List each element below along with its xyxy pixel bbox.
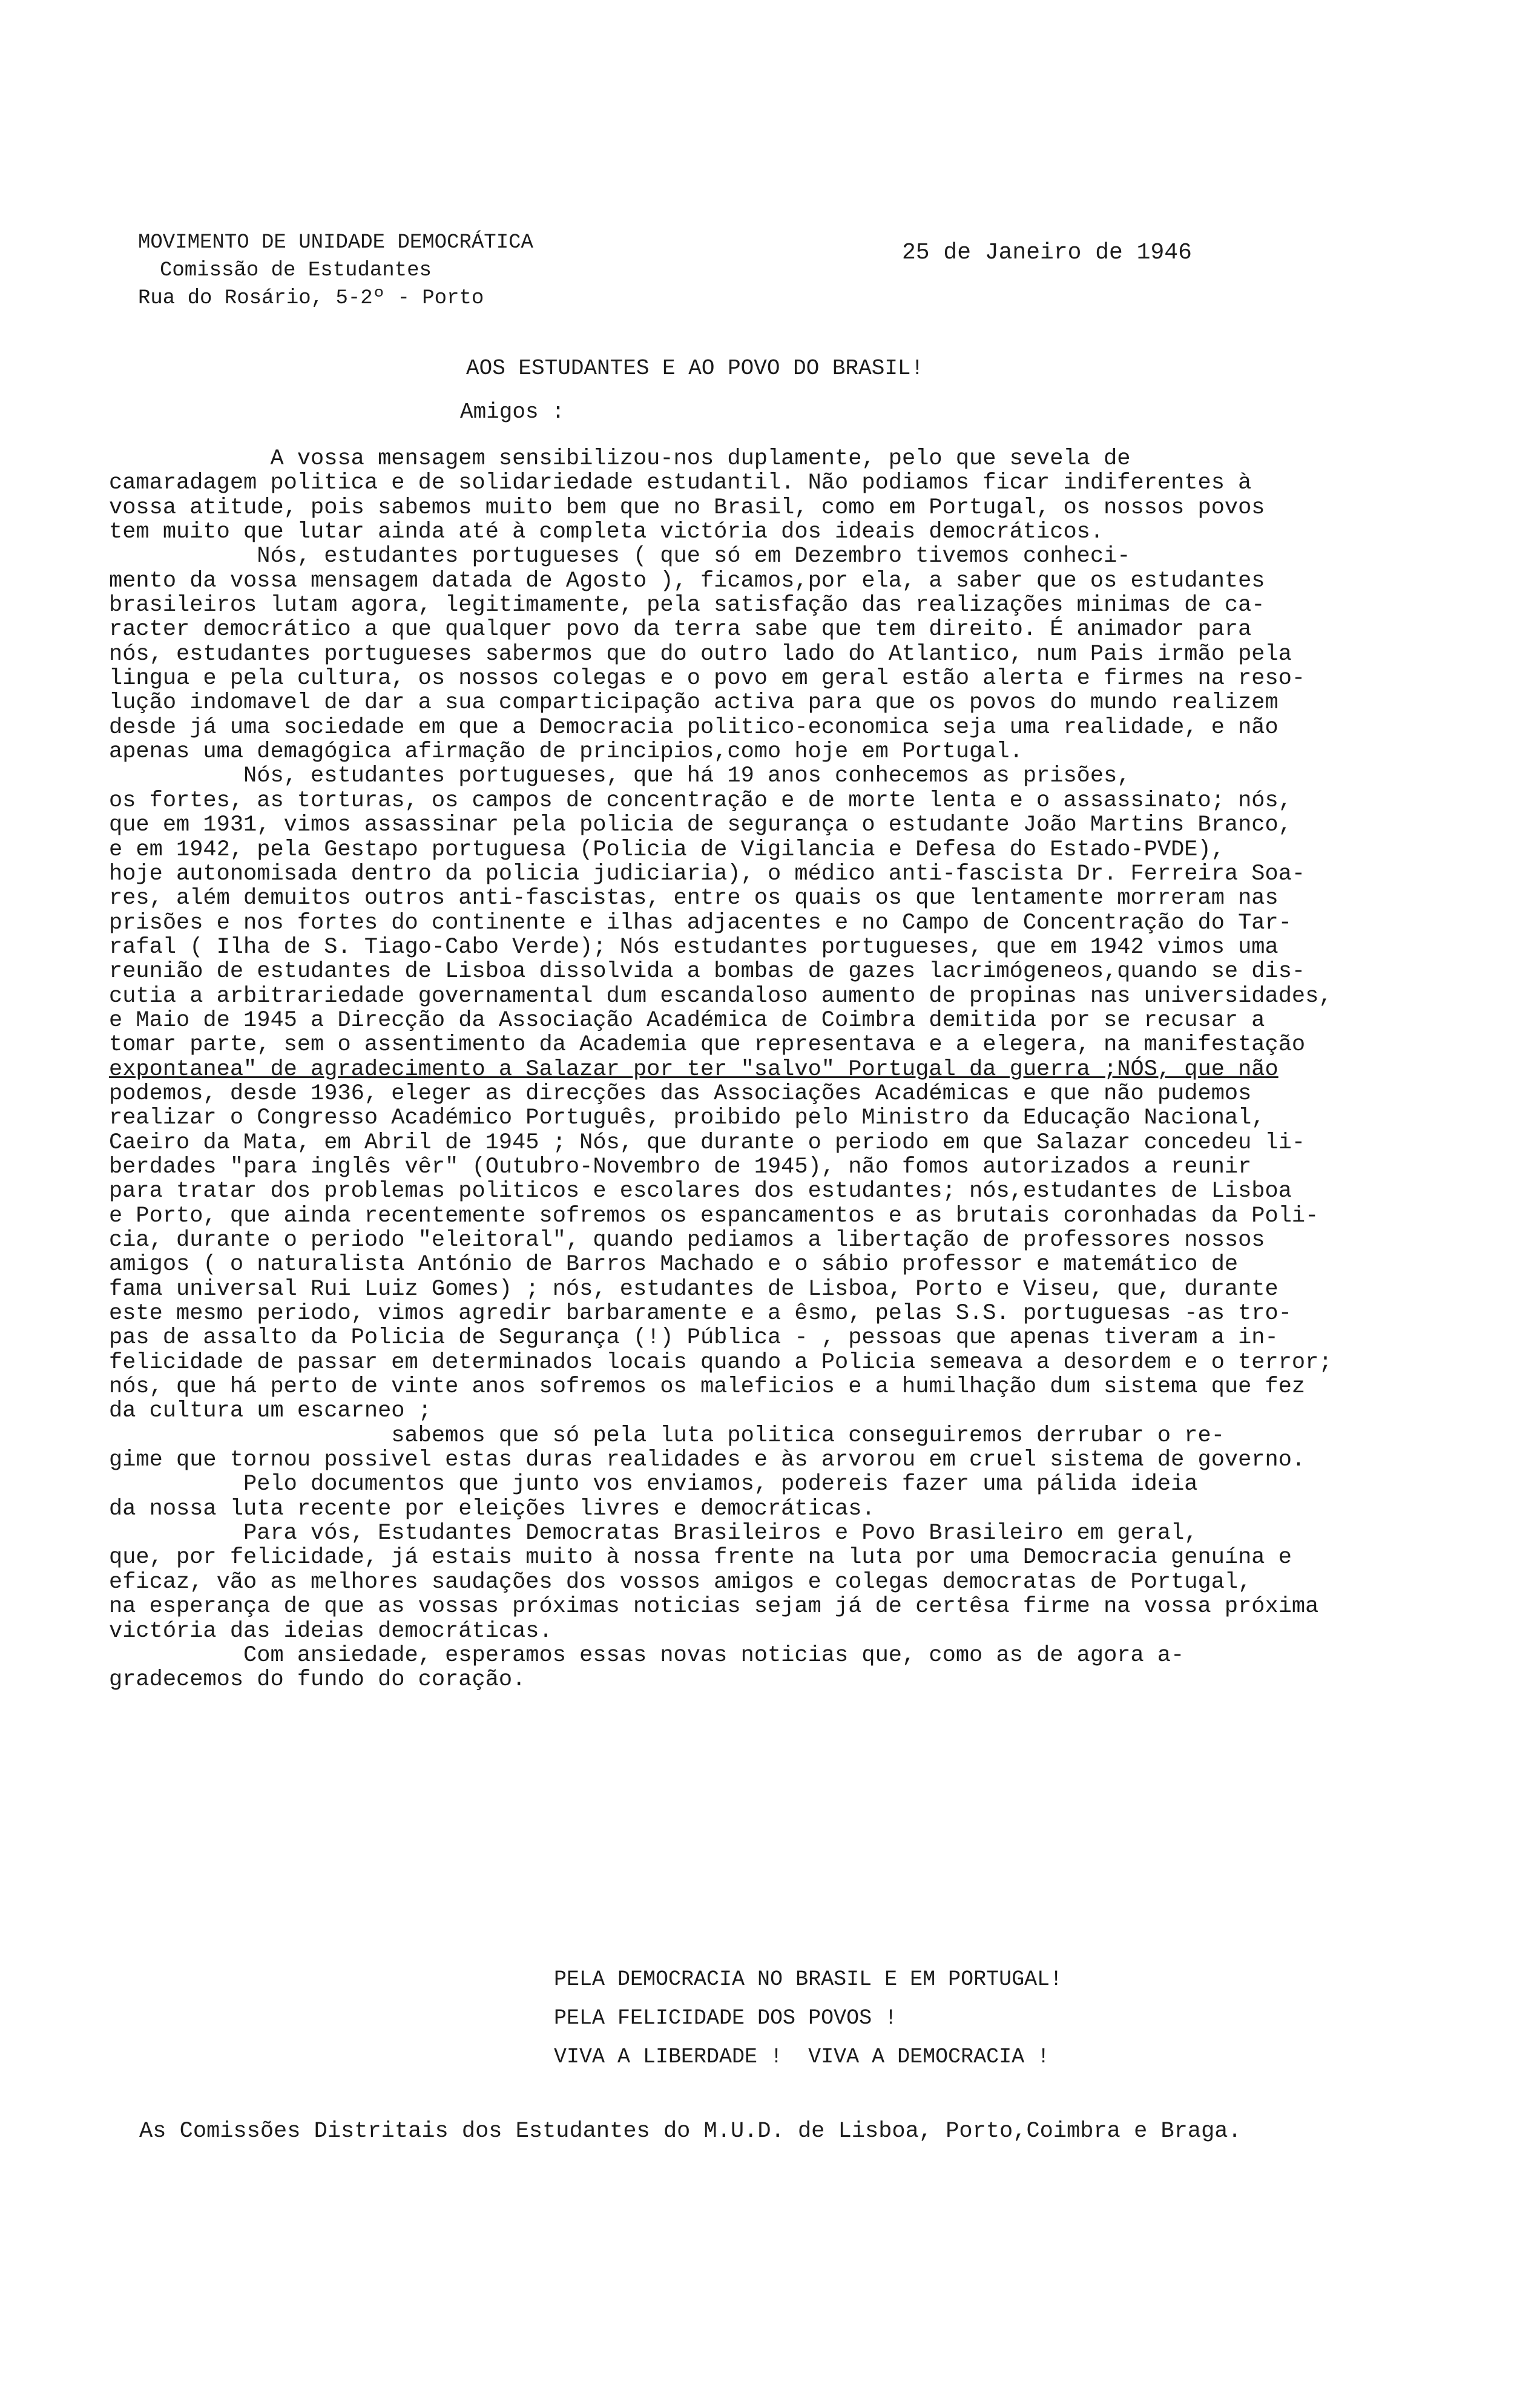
body-line: para tratar dos problemas politicos e escolares dos estudantes; nós,estudantes de Lisboa xyxy=(109,1179,1292,1205)
letterhead-address: Rua do Rosário, 5-2º - Porto xyxy=(138,287,484,310)
body-line: Pelo documentos que junto vos enviamos, podereis fazer uma pálida ideia xyxy=(109,1472,1198,1498)
body-line: podemos, desde 1936, eleger as direcções das Associações Académicas e que não pudemos xyxy=(109,1081,1252,1107)
body-line: expontanea" de agradecimento a Salazar por ter "salvo" Portugal da guerra ;NÓS, que não xyxy=(109,1056,1278,1082)
body-line: reunião de estudantes de Lisboa dissolvida a bombas de gazes lacrimógeneos,quando se dis- xyxy=(109,959,1306,985)
body-line: prisões e nos fortes do continente e ilhas adjacentes e no Campo de Concentração do Tar- xyxy=(109,910,1292,936)
body-line: apenas uma demagógica afirmação de principios,como hoje em Portugal. xyxy=(109,739,1023,765)
signature-line: As Comissões Distritais dos Estudantes do M.U.D. de Lisboa, Porto,Coimbra e Braga. xyxy=(139,2119,1242,2144)
body-line: eficaz, vão as melhores saudações dos vossos amigos e colegas democratas de Portugal, xyxy=(109,1569,1252,1595)
body-line: racter democrático a que qualquer povo da terra sabe que tem direito. É animador para xyxy=(109,617,1252,643)
body-line: Caeiro da Mata, em Abril de 1945 ; Nós, que durante o periodo em que Salazar concedeu li- xyxy=(109,1130,1306,1156)
closing-slogans xyxy=(554,1960,1062,2076)
body-line: victória das ideias democráticas. xyxy=(109,1618,553,1644)
slogan-democracy: PELA DEMOCRACIA NO BRASIL E EM PORTUGAL! xyxy=(554,1967,1063,1992)
letterhead-organization: MOVIMENTO DE UNIDADE DEMOCRÁTICA xyxy=(138,231,533,254)
body-line: amigos ( o naturalista António de Barros Machado e o sábio professor e matemático de xyxy=(109,1252,1239,1278)
slogan-liberty: VIVA A LIBERDADE ! VIVA A DEMOCRACIA ! xyxy=(554,2045,1050,2069)
body-line: realizar o Congresso Académico Português, proibido pelo Ministro da Educação Nacional, xyxy=(109,1105,1265,1131)
body-line: brasileiros lutam agora, legitimamente, pela satisfação das realizações minimas de ca- xyxy=(109,593,1265,619)
body-line: este mesmo periodo, vimos agredir barbaramente e a êsmo, pelas S.S. portuguesas -as tro- xyxy=(109,1301,1292,1327)
body-line: e em 1942, pela Gestapo portuguesa (Policia de Vigilancia e Defesa do Estado-PVDE), xyxy=(109,837,1225,863)
letterhead-committee: Comissão de Estudantes xyxy=(160,259,432,282)
body-line: hoje autonomisada dentro da policia judiciaria), o médico anti-fascista Dr. Ferreira Soa- xyxy=(109,861,1306,887)
body-line: rafal ( Ilha de S. Tiago-Cabo Verde); Nós estudantes portugueses, que em 1942 vimos uma xyxy=(109,934,1278,960)
body-line: lução indomavel de dar a sua comparticipação activa para que os povos do mundo realizem xyxy=(109,690,1278,716)
body-line: A vossa mensagem sensibilizou-nos duplamente, pelo que sevela de xyxy=(109,446,1131,472)
body-line: fama universal Rui Luiz Gomes) ; nós, estudantes de Lisboa, Porto e Viseu, que, durante xyxy=(109,1276,1278,1302)
body-line: e Porto, que ainda recentemente sofremos os espancamentos e as brutais coronhadas da Poli- xyxy=(109,1203,1319,1229)
body-line: Com ansiedade, esperamos essas novas noticias que, como as de agora a- xyxy=(109,1642,1185,1668)
body-line: gradecemos do fundo do coração. xyxy=(109,1667,526,1693)
body-line: que em 1931, vimos assassinar pela policia de segurança o estudante João Martins Branco, xyxy=(109,812,1292,838)
body-line: tem muito que lutar ainda até à completa victória dos ideais democráticos. xyxy=(109,519,1104,545)
letter-body xyxy=(109,447,1410,1693)
body-line: na esperança de que as vossas próximas noticias sejam já de certêsa firme na vossa próxima xyxy=(109,1594,1319,1620)
body-line: e Maio de 1945 a Direcção da Associação Académica de Coimbra demitida por se recusar a xyxy=(109,1007,1265,1033)
letter-title: AOS ESTUDANTES E AO POVO DO BRASIL! xyxy=(466,356,924,381)
body-line: Para vós, Estudantes Democratas Brasileiros e Povo Brasileiro em geral, xyxy=(109,1521,1198,1547)
letterhead xyxy=(138,229,533,312)
body-line: gime que tornou possivel estas duras realidades e às arvorou em cruel sistema de governo. xyxy=(109,1447,1306,1473)
body-line: cutia a arbitrariedade governamental dum escandaloso aumento de propinas nas universidades, xyxy=(109,983,1332,1009)
body-line: desde já uma sociedade em que a Democracia politico-economica seja uma realidade, e não xyxy=(109,714,1278,740)
body-line: lingua e pela cultura, os nossos colegas e o povo em geral estão alerta e firmes na reso- xyxy=(109,666,1306,692)
body-line: sabemos que só pela luta politica conseguiremos derrubar o re- xyxy=(109,1423,1225,1449)
body-line: res, além demuitos outros anti-fascistas, entre os quais os que lentamente morreram nas xyxy=(109,886,1278,912)
body-line: Nós, estudantes portugueses ( que só em Dezembro tivemos conheci- xyxy=(109,544,1131,570)
letter-date: 25 de Janeiro de 1946 xyxy=(902,240,1192,266)
body-line: que, por felicidade, já estais muito à nossa frente na luta por uma Democracia genuína e xyxy=(109,1545,1292,1571)
body-line: da cultura um escarneo ; xyxy=(109,1398,432,1424)
body-line: pas de assalto da Policia de Segurança (!) Pública - , pessoas que apenas tiveram a in- xyxy=(109,1325,1278,1351)
body-line: cia, durante o periodo "eleitoral", quando pediamos a libertação de professores nossos xyxy=(109,1228,1265,1253)
body-line: os fortes, as torturas, os campos de concentração e de morte lenta e o assassinato; nós, xyxy=(109,788,1292,814)
body-line: Nós, estudantes portugueses, que há 19 anos conhecemos as prisões, xyxy=(109,763,1131,789)
body-line: nós, que há perto de vinte anos sofremos os maleficios e a humilhação dum sistema que fez xyxy=(109,1374,1306,1400)
body-line: nós, estudantes portugueses sabermos que do outro lado do Atlantico, num Pais irmão pela xyxy=(109,641,1292,667)
body-line: da nossa luta recente por eleições livres e democráticas. xyxy=(109,1496,875,1522)
slogan-happiness: PELA FELICIDADE DOS POVOS ! xyxy=(554,2006,898,2030)
body-line: tomar parte, sem o assentimento da Academia que representava e a elegera, na manifestação xyxy=(109,1032,1306,1058)
letter-greeting: Amigos : xyxy=(460,400,565,424)
body-line: vossa atitude, pois sabemos muito bem que no Brasil, como em Portugal, os nossos povos xyxy=(109,495,1265,521)
body-line: felicidade de passar em determinados locais quando a Policia semeava a desordem e o terror; xyxy=(109,1349,1332,1375)
body-line: camaradagem politica e de solidariedade estudantil. Não podiamos ficar indiferentes à xyxy=(109,470,1252,496)
body-line: berdades "para inglês vêr" (Outubro-Novembro de 1945), não fomos autorizados a reunir xyxy=(109,1154,1252,1180)
body-line: mento da vossa mensagem datada de Agosto ), ficamos,por ela, a saber que os estudantes xyxy=(109,568,1265,594)
